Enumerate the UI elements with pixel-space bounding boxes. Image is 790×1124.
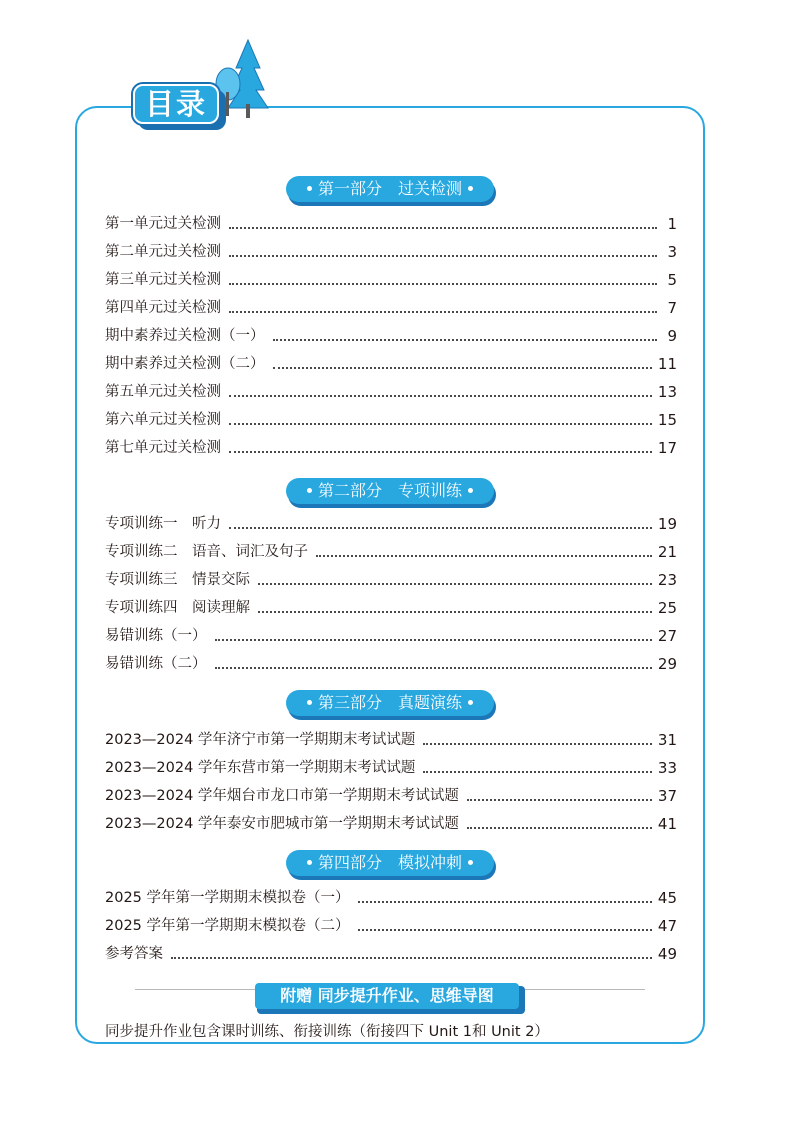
gift-heading — [255, 983, 523, 1013]
toc-entry[interactable] — [105, 568, 677, 590]
toc-entry-page: 1 — [667, 215, 677, 233]
toc-entry-page: 21 — [657, 543, 677, 561]
toc-entry[interactable] — [105, 812, 677, 834]
toc-entry-label: 2023—2024 学年泰安市肥城市第一学期期末考试试题 — [105, 816, 459, 832]
toc-entry-page: 25 — [657, 599, 677, 617]
toc-entry[interactable] — [105, 212, 677, 234]
toc-entry[interactable] — [105, 914, 677, 936]
toc-entry-page: 37 — [657, 787, 677, 805]
toc-entry-label: 第四单元过关检测 — [105, 300, 221, 316]
toc-entry[interactable] — [105, 652, 677, 674]
gift-heading-text: 附赠 同步提升作业、思维导图 — [255, 983, 519, 1009]
toc-entry[interactable] — [105, 352, 677, 374]
toc-entry-label: 专项训练一 听力 — [105, 516, 221, 532]
toc-entry[interactable] — [105, 540, 677, 562]
toc-entry-page: 23 — [657, 571, 677, 589]
toc-entry-label: 期中素养过关检测（一） — [105, 328, 265, 344]
toc-entry-page: 49 — [657, 945, 677, 963]
toc-entry-label: 易错训练（二） — [105, 656, 207, 672]
toc-entry[interactable] — [105, 942, 677, 964]
toc-entry-label: 2023—2024 学年济宁市第一学期期末考试试题 — [105, 732, 416, 748]
toc-entry-page: 13 — [657, 383, 677, 401]
page-title: 目录 — [144, 87, 207, 121]
toc-entry-page: 11 — [657, 355, 677, 373]
toc-entry-label: 第六单元过关检测 — [105, 412, 221, 428]
toc-entry[interactable] — [105, 436, 677, 458]
toc-entry[interactable] — [105, 512, 677, 534]
toc-entry-label: 第七单元过关检测 — [105, 440, 221, 456]
toc-entry[interactable] — [105, 296, 677, 318]
toc-entry-page: 27 — [657, 627, 677, 645]
toc-entry[interactable] — [105, 624, 677, 646]
toc-entry-label: 第三单元过关检测 — [105, 272, 221, 288]
section-heading-text: 第一部分 过关检测 — [317, 179, 462, 198]
toc-entry-label: 2025 学年第一学期期末模拟卷（一） — [105, 890, 350, 906]
toc-entry-page: 29 — [657, 655, 677, 673]
toc-entry-page: 19 — [657, 515, 677, 533]
toc-entry-label: 专项训练二 语音、词汇及句子 — [105, 544, 308, 560]
section-heading-text: 第二部分 专项训练 — [317, 481, 462, 500]
section-heading-1 — [286, 176, 494, 204]
section-heading-text: 第三部分 真题演练 — [317, 693, 462, 712]
toc-entry[interactable] — [105, 408, 677, 430]
toc-entry-page: 33 — [657, 759, 677, 777]
toc-entry-page: 7 — [667, 299, 677, 317]
toc-entry-label: 易错训练（一） — [105, 628, 207, 644]
toc-title-badge — [133, 84, 225, 128]
toc-entry-page: 5 — [667, 271, 677, 289]
section-heading-2 — [286, 478, 494, 506]
toc-entry-page: 31 — [657, 731, 677, 749]
toc-entry-label: 2023—2024 学年东营市第一学期期末考试试题 — [105, 760, 416, 776]
toc-entry-page: 47 — [657, 917, 677, 935]
toc-entry[interactable] — [105, 324, 677, 346]
section-heading-3 — [286, 690, 494, 718]
toc-entry[interactable] — [105, 268, 677, 290]
toc-entry-page: 9 — [667, 327, 677, 345]
toc-entry-label: 专项训练三 情景交际 — [105, 572, 250, 588]
toc-entry-page: 15 — [657, 411, 677, 429]
toc-entry-label: 期中素养过关检测（二） — [105, 356, 265, 372]
toc-entry[interactable] — [105, 756, 677, 778]
toc-entry[interactable] — [105, 596, 677, 618]
toc-entry[interactable] — [105, 784, 677, 806]
toc-entry-label: 专项训练四 阅读理解 — [105, 600, 250, 616]
toc-entry-label: 2025 学年第一学期期末模拟卷（二） — [105, 918, 350, 934]
toc-entry-page: 45 — [657, 889, 677, 907]
gift-note: 同步提升作业包含课时训练、衔接训练（衔接四下 Unit 1和 Unit 2） — [105, 1024, 549, 1040]
toc-entry[interactable] — [105, 380, 677, 402]
toc-entry-label: 第一单元过关检测 — [105, 216, 221, 232]
section-heading-text: 第四部分 模拟冲刺 — [317, 853, 462, 872]
toc-entry[interactable] — [105, 240, 677, 262]
toc-entry[interactable] — [105, 728, 677, 750]
toc-entry-page: 17 — [657, 439, 677, 457]
section-heading-4 — [286, 850, 494, 878]
toc-entry-label: 第二单元过关检测 — [105, 244, 221, 260]
toc-entry-label: 2023—2024 学年烟台市龙口市第一学期期末考试试题 — [105, 788, 459, 804]
toc-entry-page: 3 — [667, 243, 677, 261]
toc-entry-page: 41 — [657, 815, 677, 833]
toc-entry[interactable] — [105, 886, 677, 908]
toc-entry-label: 参考答案 — [105, 946, 163, 962]
toc-entry-label: 第五单元过关检测 — [105, 384, 221, 400]
